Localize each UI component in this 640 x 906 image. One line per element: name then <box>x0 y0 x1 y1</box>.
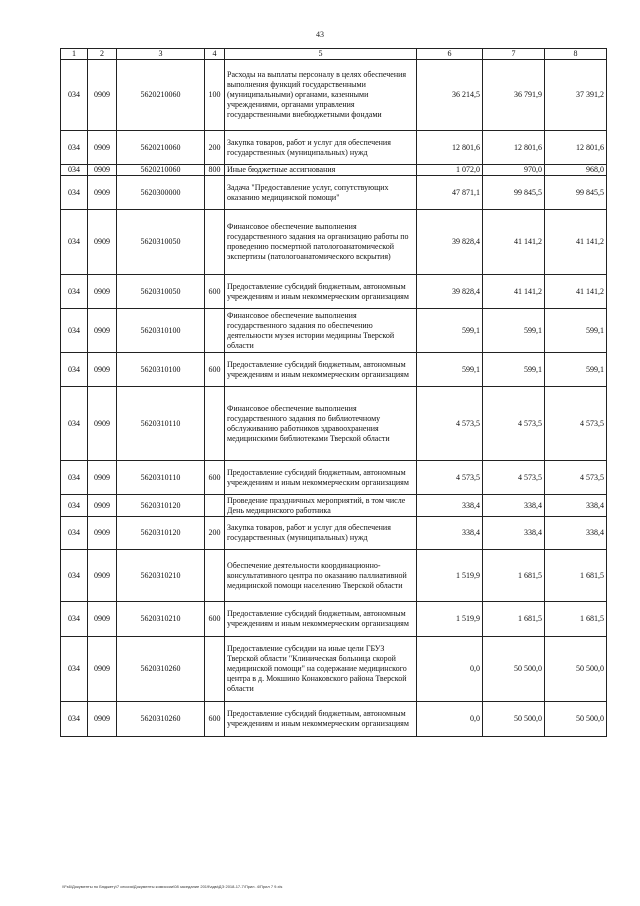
admin-code-cell: 034 <box>61 387 88 461</box>
section-code-cell: 0909 <box>88 637 117 702</box>
description-cell: Предоставление субсидий бюджетным, автономным учреждениям и иным некоммерческим организациям <box>225 353 417 387</box>
value-cell-year1: 1 072,0 <box>417 165 483 176</box>
value-cell-year3: 50 500,0 <box>545 702 607 737</box>
target-code-cell: 5620310050 <box>117 210 205 275</box>
value-cell-year2: 338,4 <box>483 495 545 517</box>
admin-code-cell: 034 <box>61 637 88 702</box>
table-row <box>61 353 607 387</box>
value-cell-year1: 338,4 <box>417 517 483 550</box>
value-cell-year2: 41 141,2 <box>483 210 545 275</box>
section-code-cell: 0909 <box>88 353 117 387</box>
header-col-8: 8 <box>545 49 607 60</box>
table-body <box>61 60 607 737</box>
header-col-1: 1 <box>61 49 88 60</box>
value-cell-year3: 41 141,2 <box>545 210 607 275</box>
description-cell: Финансовое обеспечение выполнения государственного задания по обеспечению деятельности музея истории медицины Тверской области <box>225 309 417 353</box>
expense-type-cell <box>205 637 225 702</box>
section-code-cell: 0909 <box>88 210 117 275</box>
expense-type-cell <box>205 309 225 353</box>
expense-type-cell <box>205 176 225 210</box>
table-row <box>61 210 607 275</box>
description-cell: Предоставление субсидий бюджетным, автономным учреждениям и иным некоммерческим организациям <box>225 702 417 737</box>
admin-code-cell: 034 <box>61 517 88 550</box>
admin-code-cell: 034 <box>61 210 88 275</box>
header-col-6: 6 <box>417 49 483 60</box>
value-cell-year1: 0,0 <box>417 637 483 702</box>
table-row <box>61 387 607 461</box>
header-col-4: 4 <box>205 49 225 60</box>
value-cell-year2: 599,1 <box>483 353 545 387</box>
target-code-cell: 5620210060 <box>117 131 205 165</box>
value-cell-year3: 4 573,5 <box>545 387 607 461</box>
value-cell-year3: 41 141,2 <box>545 275 607 309</box>
value-cell-year2: 41 141,2 <box>483 275 545 309</box>
value-cell-year3: 1 681,5 <box>545 602 607 637</box>
value-cell-year2: 338,4 <box>483 517 545 550</box>
target-code-cell: 5620300000 <box>117 176 205 210</box>
expense-type-cell: 100 <box>205 60 225 131</box>
target-code-cell: 5620310120 <box>117 517 205 550</box>
expense-type-cell: 200 <box>205 517 225 550</box>
section-code-cell: 0909 <box>88 275 117 309</box>
value-cell-year2: 970,0 <box>483 165 545 176</box>
value-cell-year1: 36 214,5 <box>417 60 483 131</box>
value-cell-year3: 968,0 <box>545 165 607 176</box>
target-code-cell: 5620310260 <box>117 637 205 702</box>
table-row <box>61 637 607 702</box>
admin-code-cell: 034 <box>61 309 88 353</box>
section-code-cell: 0909 <box>88 602 117 637</box>
target-code-cell: 5620310210 <box>117 550 205 602</box>
admin-code-cell: 034 <box>61 702 88 737</box>
description-cell: Закупка товаров, работ и услуг для обеспечения государственных (муниципальных) нужд <box>225 131 417 165</box>
target-code-cell: 5620310110 <box>117 387 205 461</box>
section-code-cell: 0909 <box>88 550 117 602</box>
admin-code-cell: 034 <box>61 176 88 210</box>
value-cell-year3: 338,4 <box>545 517 607 550</box>
description-cell: Предоставление субсидии на иные цели ГБУЗ Тверской области "Клиническая больница скорой медицинской помощи" на содержание медицинского центра в д. Мокшино Конаковского района Тверской области <box>225 637 417 702</box>
description-cell: Расходы на выплаты персоналу в целях обеспечения выполнения функций государственными (муниципальными) органами, казенными учреждениями, органами управления государственными внебюджетными фондами <box>225 60 417 131</box>
value-cell-year1: 1 519,9 <box>417 602 483 637</box>
value-cell-year3: 338,4 <box>545 495 607 517</box>
target-code-cell: 5620210060 <box>117 165 205 176</box>
value-cell-year1: 0,0 <box>417 702 483 737</box>
budget-table <box>60 48 607 737</box>
footer-file-path: \\Fs6\Документы по Бюджету\7 сессия\Документы комиссии\08 заседание 2019\адм\ДЭ 2018-17-7\Прил. 4\Прил 7 9.xls <box>62 884 283 889</box>
admin-code-cell: 034 <box>61 60 88 131</box>
value-cell-year1: 39 828,4 <box>417 210 483 275</box>
value-cell-year1: 1 519,9 <box>417 550 483 602</box>
value-cell-year1: 47 871,1 <box>417 176 483 210</box>
header-col-5: 5 <box>225 49 417 60</box>
table-row <box>61 495 607 517</box>
value-cell-year2: 599,1 <box>483 309 545 353</box>
table-row <box>61 461 607 495</box>
value-cell-year3: 599,1 <box>545 353 607 387</box>
table-row <box>61 702 607 737</box>
description-cell: Проведение праздничных мероприятий, в том числе День медицинского работника <box>225 495 417 517</box>
expense-type-cell: 600 <box>205 702 225 737</box>
value-cell-year2: 50 500,0 <box>483 702 545 737</box>
target-code-cell: 5620310260 <box>117 702 205 737</box>
section-code-cell: 0909 <box>88 131 117 165</box>
header-col-2: 2 <box>88 49 117 60</box>
admin-code-cell: 034 <box>61 275 88 309</box>
value-cell-year3: 12 801,6 <box>545 131 607 165</box>
expense-type-cell: 600 <box>205 602 225 637</box>
description-cell: Предоставление субсидий бюджетным, автономным учреждениям и иным некоммерческим организациям <box>225 461 417 495</box>
section-code-cell: 0909 <box>88 60 117 131</box>
admin-code-cell: 034 <box>61 495 88 517</box>
section-code-cell: 0909 <box>88 702 117 737</box>
section-code-cell: 0909 <box>88 517 117 550</box>
section-code-cell: 0909 <box>88 309 117 353</box>
expense-type-cell: 600 <box>205 353 225 387</box>
section-code-cell: 0909 <box>88 387 117 461</box>
table-row <box>61 165 607 176</box>
description-cell: Задача "Предоставление услуг, сопутствующих оказанию медицинской помощи" <box>225 176 417 210</box>
value-cell-year1: 39 828,4 <box>417 275 483 309</box>
admin-code-cell: 034 <box>61 353 88 387</box>
description-cell: Предоставление субсидий бюджетным, автономным учреждениям и иным некоммерческим организациям <box>225 275 417 309</box>
value-cell-year2: 1 681,5 <box>483 602 545 637</box>
section-code-cell: 0909 <box>88 176 117 210</box>
table-row <box>61 309 607 353</box>
table-row <box>61 176 607 210</box>
header-row <box>61 49 607 60</box>
value-cell-year3: 1 681,5 <box>545 550 607 602</box>
value-cell-year1: 599,1 <box>417 309 483 353</box>
table-row <box>61 131 607 165</box>
section-code-cell: 0909 <box>88 165 117 176</box>
page-number: 43 <box>316 30 324 39</box>
expense-type-cell: 600 <box>205 275 225 309</box>
target-code-cell: 5620310050 <box>117 275 205 309</box>
value-cell-year2: 36 791,9 <box>483 60 545 131</box>
expense-type-cell <box>205 550 225 602</box>
value-cell-year3: 50 500,0 <box>545 637 607 702</box>
header-col-3: 3 <box>117 49 205 60</box>
value-cell-year3: 37 391,2 <box>545 60 607 131</box>
description-cell: Обеспечение деятельности координационно-консультативного центра по оказанию паллиативной медицинской помощи населению Тверской области <box>225 550 417 602</box>
value-cell-year2: 99 845,5 <box>483 176 545 210</box>
expense-type-cell: 600 <box>205 461 225 495</box>
admin-code-cell: 034 <box>61 461 88 495</box>
budget-table-container <box>60 48 606 737</box>
table-row <box>61 550 607 602</box>
description-cell: Финансовое обеспечение выполнения государственного задания на организацию работы по проведению посмертной патологоанатомической экспертизы (патологоанатомического вскрытия) <box>225 210 417 275</box>
admin-code-cell: 034 <box>61 602 88 637</box>
value-cell-year1: 4 573,5 <box>417 461 483 495</box>
expense-type-cell: 800 <box>205 165 225 176</box>
admin-code-cell: 034 <box>61 550 88 602</box>
expense-type-cell <box>205 210 225 275</box>
value-cell-year2: 1 681,5 <box>483 550 545 602</box>
value-cell-year2: 50 500,0 <box>483 637 545 702</box>
value-cell-year1: 4 573,5 <box>417 387 483 461</box>
value-cell-year3: 599,1 <box>545 309 607 353</box>
value-cell-year1: 12 801,6 <box>417 131 483 165</box>
table-header <box>61 49 607 60</box>
target-code-cell: 5620310120 <box>117 495 205 517</box>
value-cell-year1: 338,4 <box>417 495 483 517</box>
target-code-cell: 5620310100 <box>117 353 205 387</box>
value-cell-year3: 4 573,5 <box>545 461 607 495</box>
description-cell: Предоставление субсидий бюджетным, автономным учреждениям и иным некоммерческим организациям <box>225 602 417 637</box>
description-cell: Финансовое обеспечение выполнения государственного задания по библиотечному обслуживанию работников здравоохранения медицинскими библиотеками Тверской области <box>225 387 417 461</box>
admin-code-cell: 034 <box>61 131 88 165</box>
table-row <box>61 517 607 550</box>
target-code-cell: 5620310210 <box>117 602 205 637</box>
table-row <box>61 602 607 637</box>
target-code-cell: 5620310100 <box>117 309 205 353</box>
value-cell-year3: 99 845,5 <box>545 176 607 210</box>
table-row <box>61 60 607 131</box>
value-cell-year1: 599,1 <box>417 353 483 387</box>
section-code-cell: 0909 <box>88 495 117 517</box>
value-cell-year2: 4 573,5 <box>483 461 545 495</box>
section-code-cell: 0909 <box>88 461 117 495</box>
expense-type-cell <box>205 495 225 517</box>
expense-type-cell: 200 <box>205 131 225 165</box>
target-code-cell: 5620210060 <box>117 60 205 131</box>
admin-code-cell: 034 <box>61 165 88 176</box>
description-cell: Иные бюджетные ассигнования <box>225 165 417 176</box>
target-code-cell: 5620310110 <box>117 461 205 495</box>
expense-type-cell <box>205 387 225 461</box>
description-cell: Закупка товаров, работ и услуг для обеспечения государственных (муниципальных) нужд <box>225 517 417 550</box>
value-cell-year2: 12 801,6 <box>483 131 545 165</box>
table-row <box>61 275 607 309</box>
value-cell-year2: 4 573,5 <box>483 387 545 461</box>
header-col-7: 7 <box>483 49 545 60</box>
